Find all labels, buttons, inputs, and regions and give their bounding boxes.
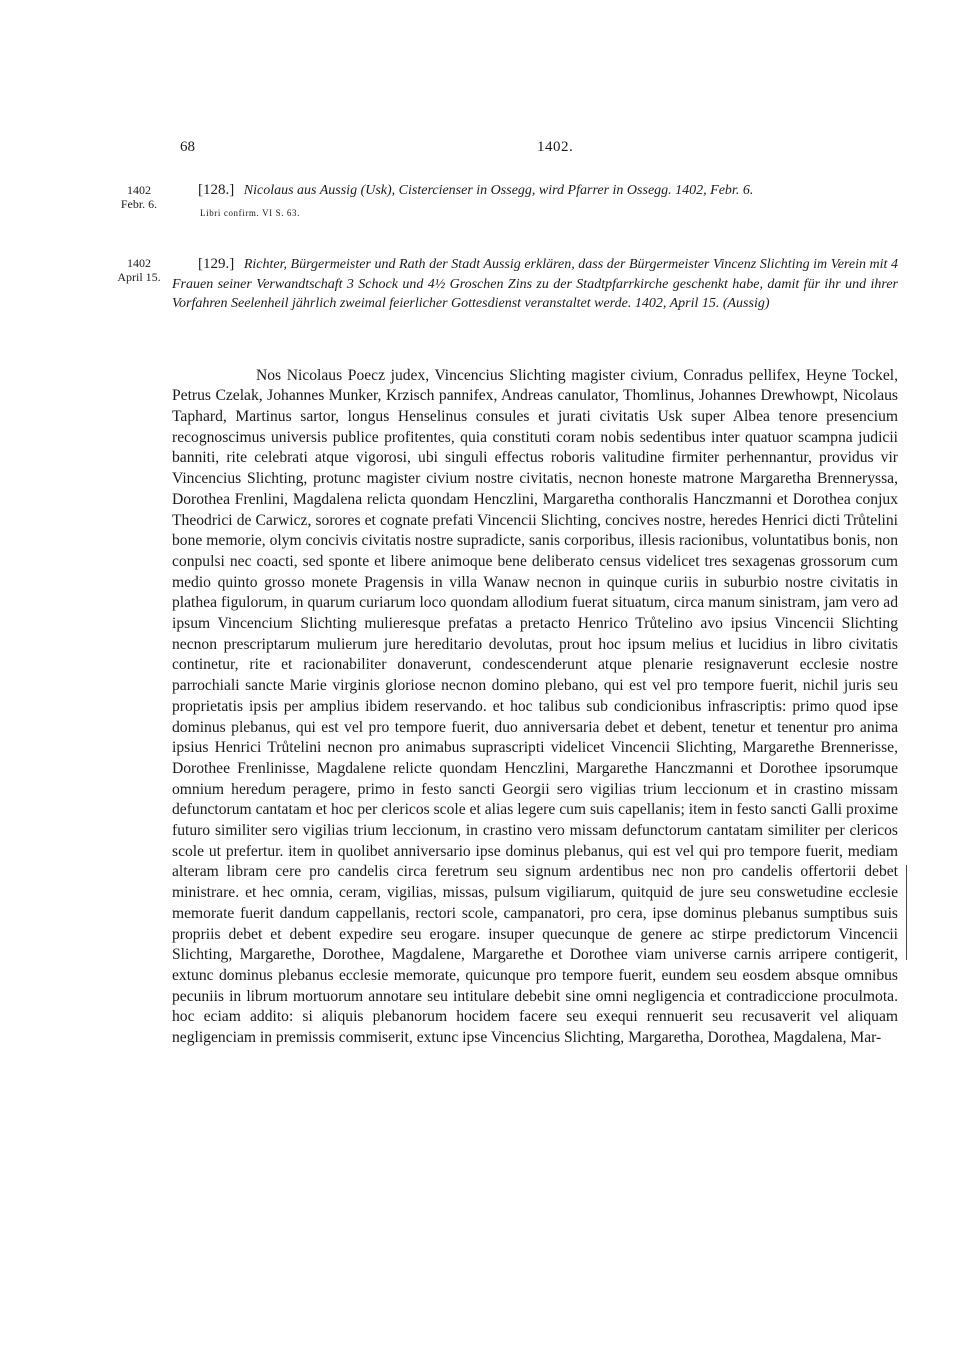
margin-date-129 (104, 256, 174, 284)
charter-text: Nos Nicolaus Poecz judex, Vincencius Slichting magister civium, Conradus pellifex, Heyne Tockel, Petrus Czelak, Johannes Munker, Krzisch pannifex, Andreas canulator, Thomlinus, Johannes Drewhowpt, Nicolaus Taphard, Martinus sartor, longus Henselinus consules et jurati civitatis Usk super Albea tenore presencium recognoscimus universis publice profitentes, quia constituti coram nobis sedentibus inter quatuor scampna judicii banniti, rite celebrati atque vigorosi, ubi singuli effectus roboris valitudine firmiter perhennantur, providus vir Vincencius Slichting, protunc magister civium nostre civitatis, necnon honeste matrone Margaretha Brenneryssa, Dorothea Frenlini, Magdalena relicta quondam Henczlini, Margaretha conthoralis Hanczmanni et Dorothea conjux Theodrici de Carwicz, sorores et cognate prefati Vincencii Slichting, concives nostre, heredes Henrici dicti Trůtelini bone memorie, olym concivis civitatis nostre supradicte, sanis corporibus, illesis racionibus, voluntatibus bonis, non conpulsi nec coacti, sed sponte et libere animoque bene deliberato census videlicet tres sexagenas grossorum cum medio quinto grosso monete Pragensis in villa Wanaw necnon in quinque curiis in suburbio nostre civitatis in plathea figulorum, in quarum curiarum loco quondam allodium fuerat situatum, circa manum sinistram, jam vero ad ipsum Vincencium Slichting mulieresque prefatas a pretacto Henrico Trůtelino avo ipsius Vincencii Slichting necnon prescriptarum mulierum jure hereditario devolutas, prout hoc ipsum melius et lucidius in libro civitatis continetur, rite et racionabiliter donaverunt, condescenderunt atque plenarie resignaverunt ecclesie nostre parrochiali sancte Marie virginis gloriose necnon domino plebano, qui est vel pro tempore fuerit, nichil juris seu proprietatis ipsis per amplius ibidem reservando. et hoc talibus sub condicionibus infrascriptis: primo quod ipse dominus plebanus, qui est vel pro tempore fuerit, duo anniversaria debet et debent, tenetur et tenentur pro anima ipsius Henrici Trůtelini necnon pro animabus suprascripti videlicet Vincencii Slichting, Margarethe Brennerisse, Dorothee Frenlinisse, Magdalene relicte quondam Henczlini, Margarethe Hanczmanni et Dorothee ipsorumque omnium heredum peragere, primo in festo sancti Georgii sero vigilias trium leccionum et in crastino missam defunctorum cantatam et hoc per clericos scole et alias legere cum suis capellanis; item in festo sancti Galli proxime futuro similiter sero vigilias trium leccionum, in crastino vero missam defunctorum cantatam similiter per clericos scole ut prefertur. item in quolibet anniversario ipse dominus plebanus, qui est vel qui pro tempore fuerit, mediam alteram libram cere pro candelis circa feretrum seu signum ardentibus nec non pro candelis offertorii debet ministrare. et hec omnia, ceram, vigilias, missas, pulsum vigiliarum, quitquid de jure seu conswetudine ecclesie memorate fuerit dandum cappellanis, rectori scole, campanatori, pro cera, ipse dominus plebanus sumptibus suis propriis debet et debent expedire seu erogare. insuper quecunque de genere ac stirpe predictorum Vincencii Slichting, Margarethe, Dorothee, Magdalene, Margarethe et Dorothee viam universe carnis arripere contigerit, extunc dominus plebanus ecclesie memorate, quicunque pro tempore fuerit, eundem seu eosdem absque omnibus pecuniis in librum mortuorum annotare seu intitulare debebit sine omni negligencia et contradiccione proculmota. hoc eciam addito: si aliquis plebanorum hocidem facere seu exequi rennuerit seu recusaverit vel aliquam negligenciam in premissis commiserit, extunc ipse Vincencius Slichting, Margaretha, Dorothea, Magdalena, Mar- (172, 366, 898, 1047)
entry-129 (172, 255, 898, 314)
margin-date-128 (104, 183, 174, 211)
entry-heading (172, 181, 898, 201)
margin-year: 1402 (127, 183, 151, 197)
page-number: 68 (180, 139, 195, 155)
header-year: 1402. (537, 139, 574, 155)
entry-source: Libri confirm. VI S. 63. (200, 207, 300, 218)
running-head (0, 139, 960, 163)
margin-day: April 15. (117, 270, 161, 284)
entry-regest: Nicolaus aus Aussig (Usk), Cistercienser in Ossegg, wird Pfarrer in Ossegg. 1402, Febr. 6. (243, 183, 754, 198)
entry-regest: Richter, Bürgermeister und Rath der Stadt Aussig erklären, dass der Bürgermeister Vincenz Slichting im Verein mit 4 Frauen seiner Verwandtschaft 3 Schock und 4½ Groschen Zins zu der Stadtpfarrkirche geschenkt habe, damit für ihr und ihrer Vorfahren Seelenheil jährlich zweimal feierlicher Gottesdienst veranstaltet werde. 1402, April 15. (Aussig) (172, 257, 898, 311)
entry-number: [129.] (198, 256, 235, 272)
margin-rule (906, 865, 907, 960)
margin-day: Febr. 6. (120, 197, 158, 211)
entry-128 (172, 181, 898, 218)
entry-number: [128.] (198, 182, 235, 198)
entry-heading (172, 255, 898, 314)
margin-year: 1402 (127, 256, 151, 270)
